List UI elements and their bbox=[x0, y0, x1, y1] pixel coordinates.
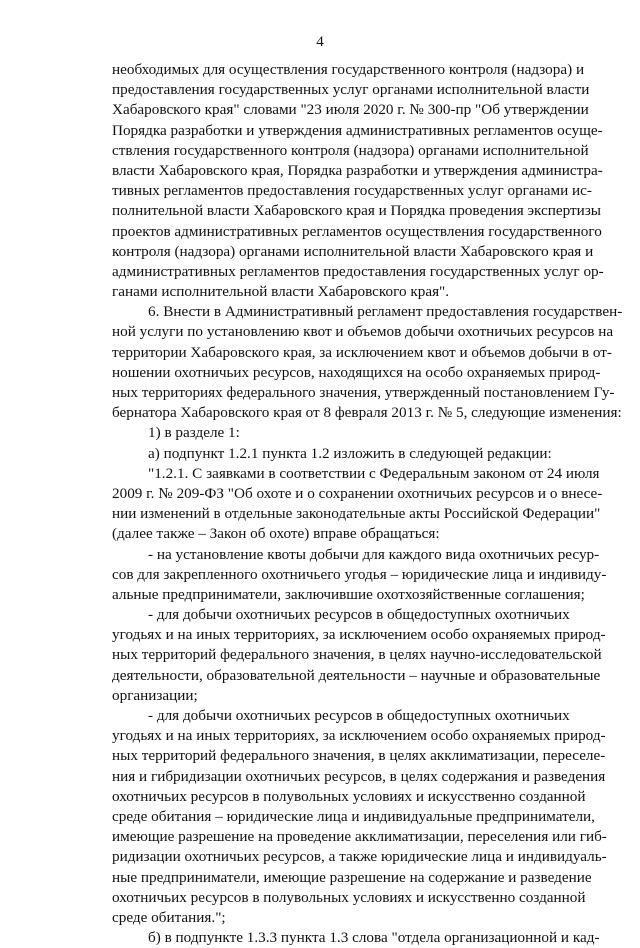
text-line: среде обитания."; bbox=[112, 908, 226, 926]
text-line: (далее также – Закон об охоте) вправе обращаться: bbox=[112, 525, 440, 543]
text-line: 2009 г. № 209-ФЗ "Об охоте и о сохранении охотничьих ресурсов и о внесе- bbox=[112, 484, 603, 502]
text-line: власти Хабаровского края, Порядка разработки и утверждения администра- bbox=[112, 161, 603, 179]
text-line: 1) в разделе 1: bbox=[148, 424, 240, 442]
text-line: организации; bbox=[112, 686, 198, 704]
text-line: Порядка разработки и утверждения административных регламентов осуще- bbox=[112, 121, 603, 139]
text-line: ния и гибридизации охотничьих ресурсов, в целях содержания и разведения bbox=[112, 767, 606, 785]
text-line: сов для закрепленного охотничьего угодья – юридические лица и индивиду- bbox=[112, 565, 607, 583]
text-line: - для добычи охотничьих ресурсов в общедоступных охотничьих bbox=[148, 707, 570, 724]
text-line: ной услуги по установлению квот и объемов добычи охотничьих ресурсов на bbox=[112, 323, 614, 341]
text-line: территории Хабаровского края, за исключением квот и объемов добычи в от- bbox=[112, 343, 612, 361]
text-line: ных территорий федерального значения, в целях научно-исследовательской bbox=[112, 646, 602, 664]
text-line: ных территориях федерального значения, утвержденный постановлением Гу- bbox=[112, 384, 615, 401]
text-line: Хабаровского края" словами "23 июля 2020 г. № 300-пр "Об утверждении bbox=[112, 101, 589, 119]
text-line: ношении охотничьих ресурсов, находящихся на особо охраняемых природ- bbox=[112, 363, 601, 381]
text-line: среде обитания – юридические лица и индивидуальные предприниматели, bbox=[112, 807, 595, 825]
text-line: альные предприниматели, заключившие охотхозяйственные соглашения; bbox=[112, 585, 585, 603]
text-line: имеющие разрешение на проведение акклиматизации, переселения или гиб- bbox=[112, 828, 607, 846]
text-line: - на установление квоты добычи для каждого вида охотничьих ресур- bbox=[148, 545, 600, 563]
text-line: угодьях и на иных территориях, за исключением особо охраняемых природ- bbox=[112, 626, 606, 644]
text-line: ганами исполнительной власти Хабаровского края". bbox=[112, 283, 450, 301]
text-line: охотничьих ресурсов в полувольных условиях и искусственно созданной bbox=[112, 888, 586, 906]
text-line: контроля (надзора) органами исполнительной власти Хабаровского края и bbox=[112, 242, 594, 260]
text-line: охотничьих ресурсов в полувольных условиях и искусственно созданной bbox=[112, 787, 586, 805]
text-line: 6. Внести в Административный регламент предоставления государствен- bbox=[148, 303, 623, 321]
text-line: проектов административных регламентов осуществления государственного bbox=[112, 222, 602, 240]
text-line: ридизации охотничьих ресурсов, а также юридические лица и индивидуаль- bbox=[112, 848, 607, 866]
text-line: тивных регламентов предоставления государственных услуг органами ис- bbox=[112, 182, 592, 200]
text-line: ные предприниматели, имеющие разрешение на содержание и разведение bbox=[112, 868, 592, 886]
text-line: предоставления государственных услуг органами исполнительной власти bbox=[112, 81, 590, 99]
document-body bbox=[112, 60, 623, 948]
text-line: б) в подпункте 1.3.3 пункта 1.3 слова "отдела организационной и кад- bbox=[148, 929, 600, 947]
text-line: деятельности, образовательной деятельности – научные и образовательные bbox=[112, 666, 601, 684]
text-line: угодьях и на иных территориях, за исключением особо охраняемых природ- bbox=[112, 727, 606, 745]
text-line: полнительной власти Хабаровского края и Порядка проведения экспертизы bbox=[112, 202, 602, 220]
text-line: нии изменений в отдельные законодательные акты Российской Федерации" bbox=[112, 505, 601, 523]
text-line: ных территорий федерального значения, в целях акклиматизации, переселе- bbox=[112, 747, 606, 765]
text-line: "1.2.1. С заявками в соответствии с Федеральным законом от 24 июля bbox=[148, 464, 600, 482]
text-line: ствления государственного контроля (надзора) органами исполнительной bbox=[112, 141, 589, 159]
text-line: бернатора Хабаровского края от 8 февраля 2013 г. № 5, следующие изменения: bbox=[112, 404, 622, 422]
page-number: 4 bbox=[316, 34, 324, 50]
text-line: а) подпункт 1.2.1 пункта 1.2 изложить в следующей редакции: bbox=[148, 444, 552, 462]
text-line: административных регламентов предоставления государственных услуг ор- bbox=[112, 262, 604, 280]
text-line: - для добычи охотничьих ресурсов в общедоступных охотничьих bbox=[148, 606, 570, 624]
text-line: необходимых для осуществления государственного контроля (надзора) и bbox=[112, 61, 585, 78]
